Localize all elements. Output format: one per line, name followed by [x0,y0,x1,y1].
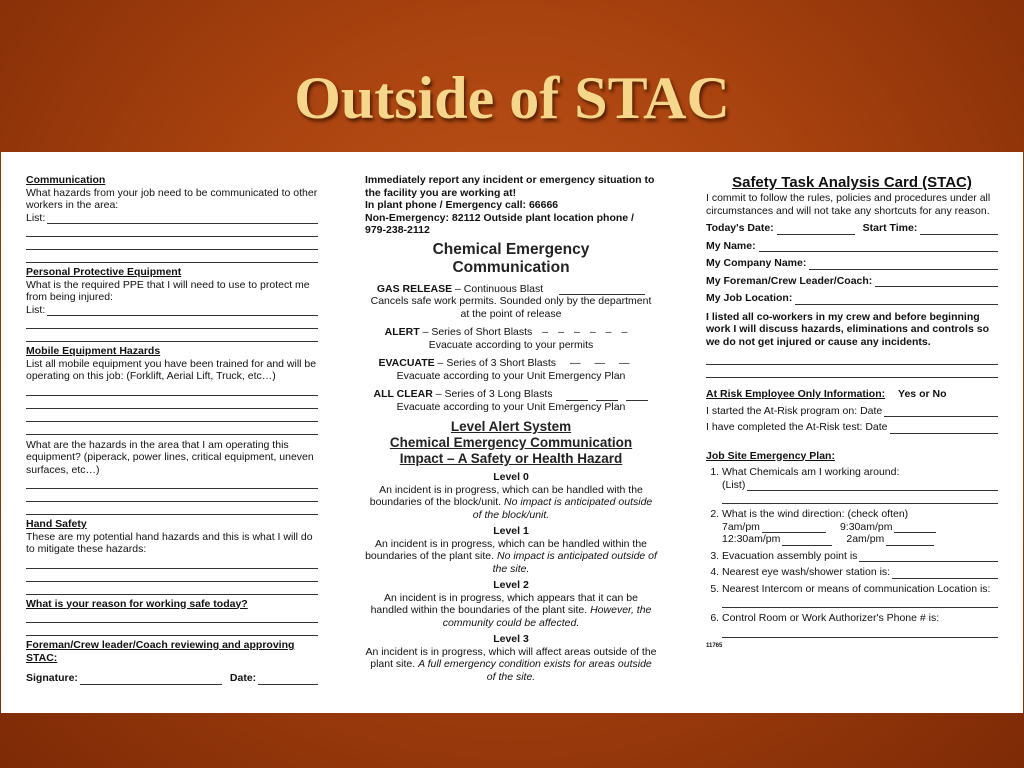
signal-detail: Evacuate according to your Unit Emergency Plan [396,400,626,413]
ppe-heading: Personal Protective Equipment [26,266,182,278]
signal-desc: – Continuous Blast [452,282,544,295]
level-impact: However, the community could be affected. [442,604,652,629]
mobile-line[interactable] [26,489,318,502]
foreman-field[interactable] [875,275,998,287]
hand-line[interactable] [26,569,318,582]
reason-line[interactable] [26,623,318,636]
ppe-list-label: List: [26,303,46,316]
wind-time-field[interactable] [894,521,936,533]
signal-desc: – Series of 3 Long Blasts [432,388,553,400]
start-time-label: Start Time: [862,222,918,234]
level-title: Level 2 [493,579,529,591]
signal-indicator [626,389,648,401]
atrisk-heading: At Risk Employee Only Information: [706,388,886,400]
started-row [706,405,998,418]
signal-detail: Evacuate according to your Unit Emergency Plan [396,369,626,382]
communication-text: What hazards from your job need to be communicated to other workers in the area: [26,186,318,211]
level-impact: No impact is anticipated outside of the site. [492,550,657,575]
started-label: I started the At-Risk program on: Date [706,404,883,417]
ppe-line[interactable] [47,304,318,316]
listed-line[interactable] [706,365,998,378]
ppe-line[interactable] [26,316,318,329]
commit-text: I commit to follow the rules, policies and procedures under all circumstances and will not take any shortcuts for any reason. [706,192,991,217]
signal-name: GAS RELEASE [376,282,453,295]
foreman-row [706,275,998,288]
hand-line[interactable] [26,556,318,569]
hand-heading: Hand Safety [26,518,87,530]
completed-row [706,421,998,434]
left-column [26,174,318,688]
ppe-line[interactable] [26,329,318,342]
ppe-section [26,266,318,342]
level-2 [365,579,657,629]
reason-section [26,598,318,637]
signature-label: Signature: [26,672,78,684]
inplant-phone: In plant phone / Emergency call: 66666 [365,199,559,211]
middle-column [365,174,657,683]
signal-evacuate [365,357,657,382]
signal-name: ALL CLEAR [373,388,433,400]
mobile-heading: Mobile Equipment Hazards [26,345,161,357]
level-1 [365,525,657,575]
reason-heading: What is your reason for working safe today? [26,597,248,610]
level-title: Level 0 [493,471,529,483]
company-row [706,257,998,270]
plan-item-text: 2. What is the wind direction: (check often) [722,508,909,520]
chemicals-field[interactable] [747,479,998,491]
hand-section [26,518,318,595]
level-text: An incident is in progress, which can be handled with the boundaries of the block/unit. [369,483,643,508]
plan-item-eyewash [722,566,998,579]
chemicals-line[interactable] [722,491,998,504]
job-location-field[interactable] [795,293,998,305]
yes-no-choice[interactable]: Yes or No [898,388,947,400]
signal-name: EVACUATE [378,357,435,369]
nonemergency-phone: Non-Emergency: 82112 Outside plant location phone / 979-238-2112 [365,211,634,236]
start-time-field[interactable] [920,223,998,235]
wind-time-field[interactable] [762,521,826,533]
wind-time-label: 9:30am/pm [839,520,893,533]
mobile-line[interactable] [26,383,318,396]
level-impact: No impact is anticipated outside of the block/unit. [472,496,653,521]
my-name-field[interactable] [759,240,998,252]
eyewash-field[interactable] [892,567,998,579]
stac-card [1,152,1023,713]
chem-heading-1: Chemical Emergency [432,240,590,258]
level-3 [365,633,657,683]
plan-item-phone [722,612,998,638]
mobile-line[interactable] [26,422,318,435]
completed-field[interactable] [890,422,998,434]
wind-time-field[interactable] [782,534,832,546]
plan-item-text: 1. What Chemicals am I working around: [722,466,900,478]
plan-item-sub: (List) [722,478,746,491]
signal-indicator: –––––– [542,326,638,338]
plan-item-intercom [722,583,998,609]
hand-text: These are my potential hand hazards and this is what I will do to mitigate these hazards: [26,530,313,555]
signature-field[interactable] [80,673,222,685]
wind-time-label: 7am/pm [722,520,760,533]
signal-name: ALERT [384,326,420,338]
signal-indicator: ——— [570,357,644,369]
signal-indicator [596,389,618,401]
date-field[interactable] [258,673,318,685]
communication-line[interactable] [47,212,318,224]
foreman-heading: Foreman/Crew leader/Coach reviewing and approving STAC: [26,639,295,664]
plan-item-text: 4. Nearest eye wash/shower station is: [722,566,891,578]
mobile-question2: What are the hazards in the area that I am operating this equipment? (piperack, power lines, critical equipment, uneven surfaces, etc…) [26,438,314,476]
date-time-row [706,222,998,235]
wind-time-label: 2am/pm [846,533,885,545]
signal-alert [365,326,657,351]
communication-list-label: List: [26,211,46,224]
form-number: 11765 [706,642,723,649]
wind-time-label: 12:30am/pm [722,533,781,545]
my-name-row [706,240,998,253]
job-location-row [706,292,998,305]
signal-all-clear [365,388,657,413]
plan-item-text: 6. Control Room or Work Authorizer's Phone # is: [722,612,940,624]
mobile-line[interactable] [26,409,318,422]
signal-indicator [559,283,645,295]
level-title: Level 1 [493,525,529,537]
right-column [706,174,998,650]
assembly-field[interactable] [859,550,998,562]
mobile-section [26,345,318,515]
ppe-text: What is the required PPE that I will need to use to protect me from being injured: [26,278,310,303]
company-field[interactable] [809,258,998,270]
mobile-line[interactable] [26,476,318,489]
phone-line[interactable] [722,625,998,638]
level-heading-2: Chemical Emergency Communication [389,435,633,450]
chem-heading-2: Communication [452,258,570,276]
atrisk-row [706,388,998,401]
reason-line[interactable] [26,610,318,623]
signal-desc: – Series of 3 Short Blasts [434,357,557,369]
signal-desc: – Series of Short Blasts [419,326,533,338]
level-text: An incident is in progress, which can be handled within the boundaries of the plant site. [365,537,647,562]
signal-gas-release [365,283,657,321]
slide-title: Outside of STAC [294,65,730,131]
foreman-label: My Foreman/Crew Leader/Coach: [706,274,873,287]
level-text: An incident is in progress, which will affect areas outside of the plant site. [365,645,657,670]
report-text: Immediately report any incident or emergency situation to the facility you are working at! [365,174,655,199]
mobile-text: List all mobile equipment you have been trained for and will be operating on this job: (Forklift, Aerial Lift, Truck, etc…) [26,357,317,382]
plan-item-assembly [722,550,998,563]
listed-line[interactable] [706,352,998,365]
todays-date-field[interactable] [777,223,855,235]
level-impact: A full emergency condition exists for areas outside of the site. [418,658,652,683]
hand-line[interactable] [26,582,318,595]
signal-detail: Cancels safe work permits. Sounded only by the department at the point of release [370,295,652,320]
date-label: Date: [229,672,257,684]
completed-label: I have completed the At-Risk test: Date [706,421,888,433]
job-location-label: My Job Location: [706,292,793,304]
emergency-plan-list [706,466,998,638]
mobile-line[interactable] [26,396,318,409]
intercom-line[interactable] [722,595,998,608]
communication-line[interactable] [26,250,318,263]
mobile-line[interactable] [26,502,318,515]
level-heading-1: Level Alert System [450,419,572,434]
communication-heading: Communication [26,174,106,186]
level-0 [365,471,657,521]
level-text: An incident is in progress, which appears that it can be handled within the boundaries of the plant site. [370,591,638,616]
communication-line[interactable] [26,224,318,237]
foreman-section [26,639,318,685]
todays-date-label: Today's Date: [706,222,774,234]
plan-item-chemicals [722,466,998,504]
stac-title: Safety Task Analysis Card (STAC) [732,174,972,191]
company-label: My Company Name: [706,257,807,269]
signal-indicator [566,389,588,401]
started-field[interactable] [884,405,998,417]
plan-item-wind [722,508,998,546]
my-name-label: My Name: [706,239,756,252]
communication-line[interactable] [26,237,318,250]
plan-heading: Job Site Emergency Plan: [706,449,835,462]
level-title: Level 3 [493,633,529,645]
listed-text: I listed all co-workers in my crew and before beginning work I will discuss hazards, eliminations and controls so we do not get injured or cause any incidents. [706,310,989,348]
plan-item-text: 5. Nearest Intercom or means of communication Location is: [722,582,991,595]
communication-section [26,174,318,263]
level-heading-3: Impact – A Safety or Health Hazard [399,451,623,466]
wind-time-field[interactable] [886,534,934,546]
plan-item-text: 3. Evacuation assembly point is [722,549,858,562]
signal-detail: Evacuate according to your permits [428,338,594,351]
